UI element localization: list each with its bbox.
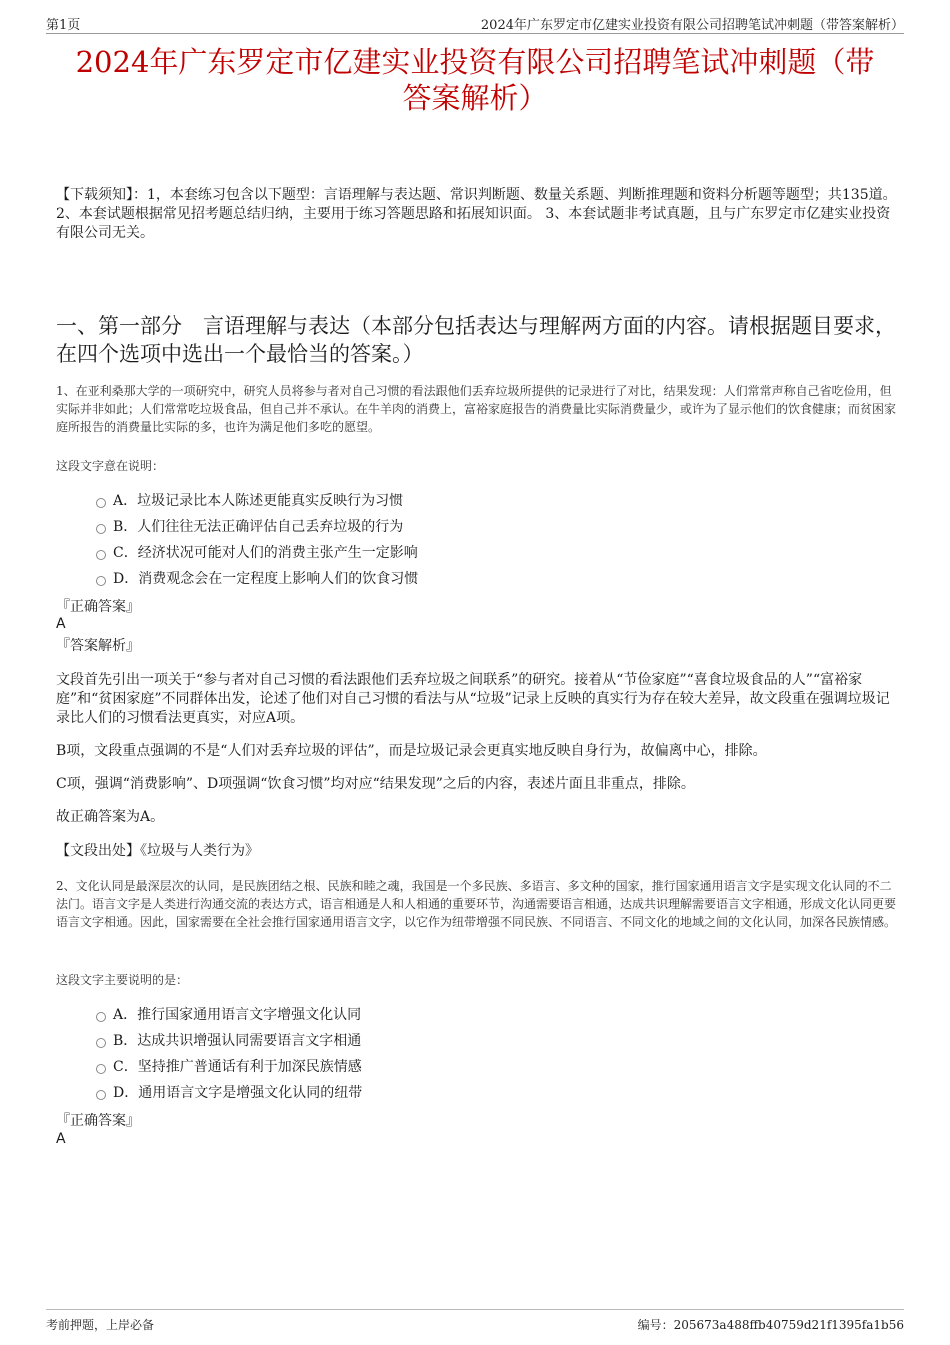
header-divider <box>46 33 904 34</box>
option-label: B．达成共识增强认同需要语言文字相通 <box>113 1033 362 1049</box>
question-1-answer: A <box>56 616 66 632</box>
question-1-analysis-paragraph-2: B项，文段重点强调的不是“人们对丢弃垃圾的评估”，而是垃圾记录会更真实地反映自身行为，故偏离中心，排除。 <box>56 743 767 759</box>
option-label: A．推行国家通用语言文字增强文化认同 <box>113 1007 362 1023</box>
question-1-analysis-conclusion: 故正确答案为A。 <box>56 809 165 825</box>
option-label: D．消费观念会在一定程度上影响人们的饮食习惯 <box>113 571 419 587</box>
option-label: C．坚持推广普通话有利于加深民族情感 <box>113 1059 362 1075</box>
option-label: D．通用语言文字是增强文化认同的纽带 <box>113 1085 363 1101</box>
question-2-answer: A <box>56 1131 66 1147</box>
radio-button-icon[interactable] <box>96 1064 106 1074</box>
footer-divider <box>46 1309 904 1310</box>
footer-slogan: 考前押题，上岸必备 <box>46 1318 155 1332</box>
radio-button-icon[interactable] <box>96 1090 106 1100</box>
question-2-option-c[interactable] <box>96 1054 596 1080</box>
footer-document-id: 编号：205673a488ffb40759d21f1395fa1b56 <box>637 1318 904 1332</box>
header-document-title: 2024年广东罗定市亿建实业投资有限公司招聘笔试冲刺题（带答案解析） <box>480 18 904 33</box>
question-1-option-a[interactable] <box>96 488 596 514</box>
question-1-answer-label: 『正确答案』 <box>56 599 140 615</box>
download-notice: 【下载须知】：1，本套练习包含以下题型：言语理解与表达题、常识判断题、数量关系题、判断推理题和资料分析题等题型；共135道。 2、本套试题根据常见招考题总结归纳，主要用于练习答题思路和拓展知识面。 3、本套试题非考试真题，且与广东罗定市亿建实业投资有限公司无关。 <box>56 187 897 241</box>
question-1-analysis-paragraph-1: 文段首先引出一项关于“参与者对自己习惯的看法跟他们丢弃垃圾之间联系”的研究。接着从“节俭家庭”“喜食垃圾食品的人”“富裕家庭”和“贫困家庭”不同群体出发，论述了他们对自己习惯的看法与从“垃圾”记录上反映的真实行为存在较大差异，故文段重在强调垃圾记录比人们的习惯看法更真实，对应A项。 <box>56 672 890 726</box>
question-1-prompt: 这段文字意在说明： <box>56 459 165 473</box>
page-title-line-1: 2024年广东罗定市亿建实业投资有限公司招聘笔试冲刺题（带 <box>75 45 875 79</box>
question-2-options <box>96 1002 596 1106</box>
question-2-option-d[interactable] <box>96 1080 596 1106</box>
question-1-analysis-label: 『答案解析』 <box>56 638 140 654</box>
radio-button-icon[interactable] <box>96 524 106 534</box>
page-title <box>50 44 900 116</box>
question-2-text: 2、文化认同是最深层次的认同，是民族团结之根、民族和睦之魂，我国是一个多民族、多语言、多文种的国家，推行国家通用语言文字是实现文化认同的不二法门。语言文字是人类进行沟通交流的表达方式，语言相通是人和人相通的重要环节，沟通需要语言相通，达成共识理解需要语言文字相通，形成文化认同更要语言文字相通。因此，国家需要在全社会推行国家通用语言文字，以它作为纽带增强不同民族、不同语言、不同文化的地域之间的文化认同，加深各民族情感。 <box>56 879 897 929</box>
question-1-analysis-paragraph-3: C项，强调“消费影响”、D项强调“饮食习惯”均对应“结果发现”之后的内容，表述片面且非重点，排除。 <box>56 776 695 792</box>
question-1-source: 【文段出处】《垃圾与人类行为》 <box>56 843 259 859</box>
question-1-option-d[interactable] <box>96 566 596 592</box>
radio-button-icon[interactable] <box>96 550 106 560</box>
section-heading: 一、第一部分 言语理解与表达（本部分包括表达与理解两方面的内容。请根据题目要求，在四个选项中选出一个最恰当的答案。） <box>56 314 896 366</box>
option-label: A．垃圾记录比本人陈述更能真实反映行为习惯 <box>113 493 404 509</box>
question-1-options <box>96 488 596 592</box>
header-page-number: 第1页 <box>46 18 81 33</box>
radio-button-icon[interactable] <box>96 576 106 586</box>
question-2-option-a[interactable] <box>96 1002 596 1028</box>
option-label: B．人们往往无法正确评估自己丢弃垃圾的行为 <box>113 519 404 535</box>
radio-button-icon[interactable] <box>96 498 106 508</box>
question-2-answer-label: 『正确答案』 <box>56 1113 140 1129</box>
radio-button-icon[interactable] <box>96 1038 106 1048</box>
question-1-text: 1、在亚利桑那大学的一项研究中，研究人员将参与者对自己习惯的看法跟他们丢弃垃圾所提供的记录进行了对比，结果发现：人们常常声称自己省吃俭用，但实际并非如此；人们常常吃垃圾食品，但自己并不承认。在牛羊肉的消费上，富裕家庭报告的消费量比实际消费量少，或许为了显示他们的饮食健康；而贫困家庭所报告的消费量比实际的多，也许为满足他们多吃的愿望。 <box>56 384 897 434</box>
question-1-option-c[interactable] <box>96 540 596 566</box>
question-2-option-b[interactable] <box>96 1028 596 1054</box>
option-label: C．经济状况可能对人们的消费主张产生一定影响 <box>113 545 418 561</box>
question-1-option-b[interactable] <box>96 514 596 540</box>
question-2-prompt: 这段文字主要说明的是： <box>56 973 189 987</box>
radio-button-icon[interactable] <box>96 1012 106 1022</box>
page-title-line-2: 答案解析） <box>402 81 548 115</box>
